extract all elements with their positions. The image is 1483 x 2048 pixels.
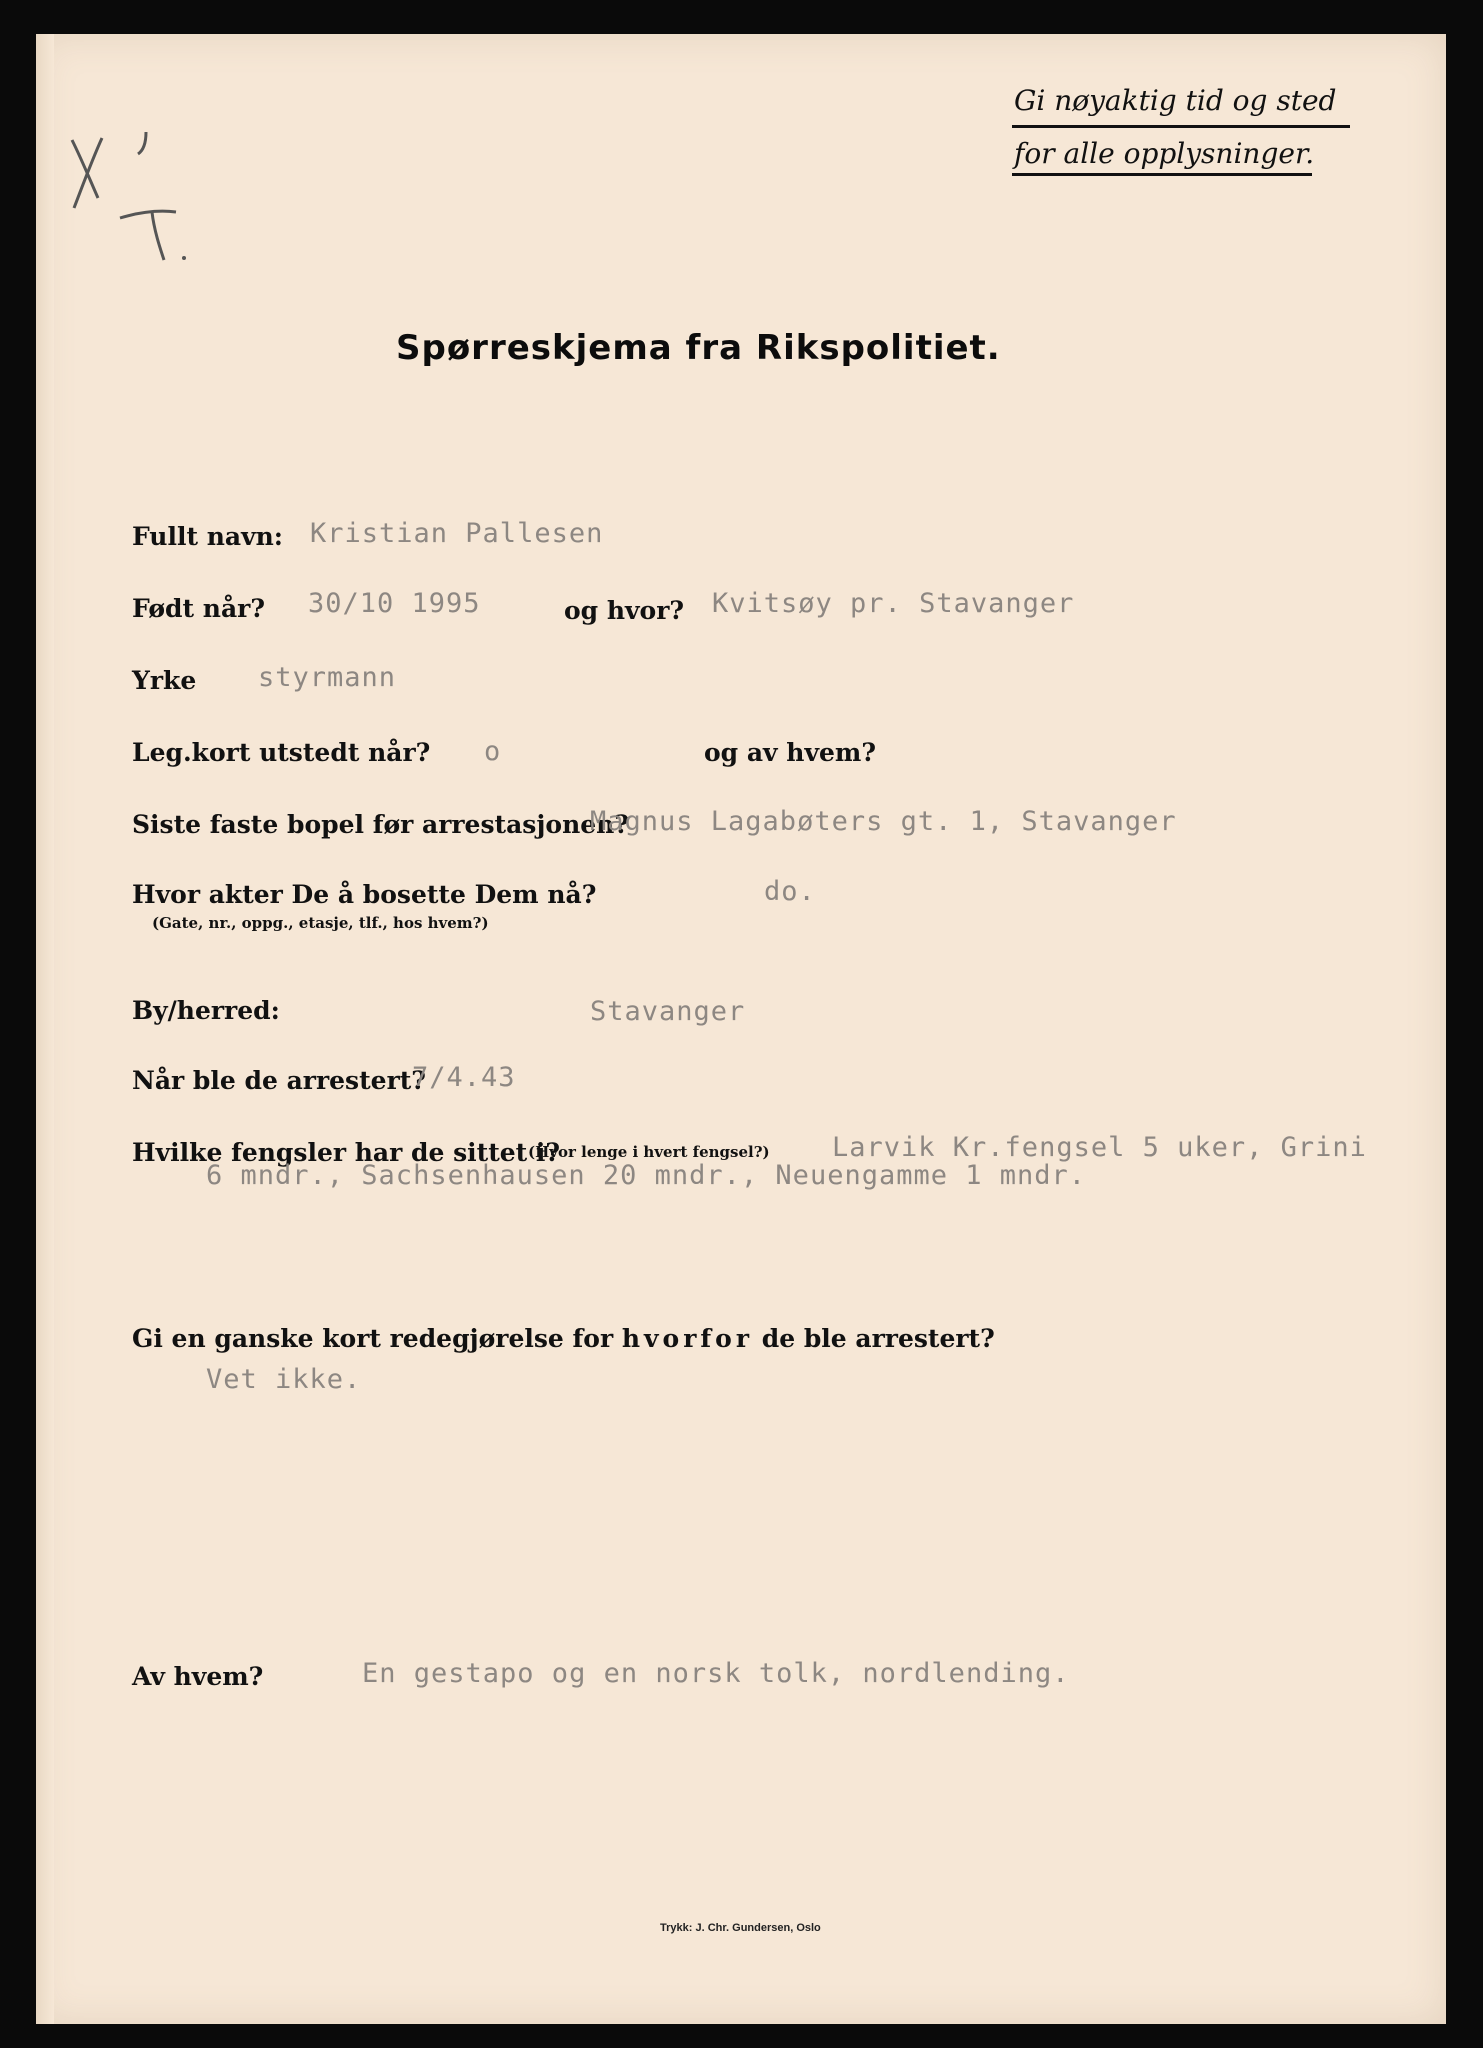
prisons-label: Hvilke fengsler har de sittet i? <box>132 1138 561 1167</box>
form-title: Spørreskjema fra Rikspolitiet. <box>396 328 1001 368</box>
settle-where-sublabel: (Gate, nr., oppg., etasje, tlf., hos hvem?) <box>152 914 489 932</box>
instruction-underline-1 <box>1012 125 1350 128</box>
municipality-value: Stavanger <box>590 996 746 1027</box>
last-residence-value: Magnus Lagabøters gt. 1, Stavanger <box>590 806 1177 837</box>
born-where-value: Kvitsøy pr. Stavanger <box>712 588 1075 619</box>
prisons-sublabel: (Hvor lenge i hvert fengsel?) <box>528 1143 770 1161</box>
reason-label-part1: Gi en ganske kort redegjørelse for <box>132 1324 614 1353</box>
by-whom-value: En gestapo og en norsk tolk, nordlending. <box>362 1658 1070 1689</box>
instruction-note-line2: for alle opplysninger. <box>1014 137 1315 170</box>
occupation-value: styrmann <box>258 662 397 693</box>
arrested-when-value: 7/4.43 <box>412 1062 516 1093</box>
by-whom-label: Av hvem? <box>132 1662 264 1691</box>
last-residence-label: Siste faste bopel før arrestasjonen? <box>132 810 629 839</box>
settle-where-value: do. <box>764 876 816 907</box>
born-when-value: 30/10 1995 <box>308 588 481 619</box>
instruction-underline-2 <box>1012 173 1312 176</box>
arrested-when-label: Når ble de arrestert? <box>132 1066 426 1095</box>
id-card-by-label: og av hvem? <box>704 738 876 767</box>
printer-footer: Trykk: J. Chr. Gundersen, Oslo <box>660 1922 821 1934</box>
settle-where-label: Hvor akter De å bosette Dem nå? <box>132 880 597 909</box>
id-card-when-label: Leg.kort utstedt når? <box>132 738 431 767</box>
paper-edge <box>36 34 54 2024</box>
born-where-label: og hvor? <box>564 596 685 625</box>
municipality-label: By/herred: <box>132 996 280 1025</box>
reason-label-part2: de ble arrestert? <box>761 1324 995 1353</box>
prisons-value-line1: Larvik Kr.fengsel 5 uker, Grini <box>832 1132 1367 1163</box>
prisons-value-line2: 6 mndr., Sachsenhausen 20 mndr., Neuengamme 1 mndr. <box>206 1160 1087 1191</box>
reason-label <box>132 1324 995 1353</box>
full-name-label: Fullt navn: <box>132 522 284 551</box>
id-card-when-value: o <box>484 736 502 767</box>
full-name-value: Kristian Pallesen <box>310 518 604 549</box>
handwritten-marks <box>60 120 200 270</box>
occupation-label: Yrke <box>132 666 197 695</box>
reason-label-emph: hvorfor <box>621 1324 754 1353</box>
instruction-note-line1: Gi nøyaktig tid og sted <box>1014 84 1337 117</box>
born-when-label: Født når? <box>132 594 265 623</box>
reason-value: Vet ikke. <box>206 1364 362 1395</box>
